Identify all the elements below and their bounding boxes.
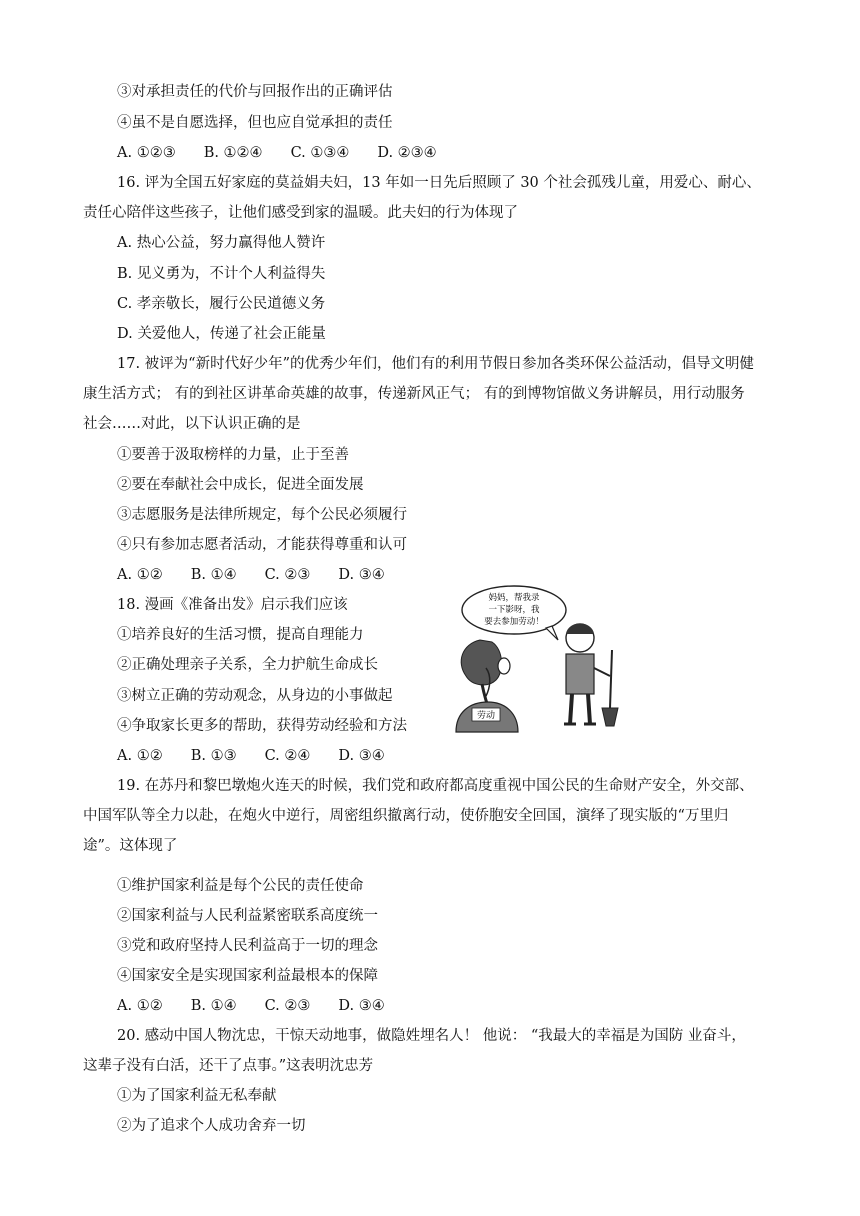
rock-label: 劳动 <box>476 711 496 721</box>
q17-options <box>117 565 413 585</box>
q19-item-2: ②国家利益与人民利益紧密联系高度统一 <box>117 908 378 924</box>
q18-item-3: ③树立正确的劳动观念，从身边的小事做起 <box>117 688 393 704</box>
q19-item-1: ①维护国家利益是每个公民的责任使命 <box>117 878 364 894</box>
q19-option-a[interactable]: A. ①② <box>117 998 163 1014</box>
speech-bubble-tail <box>546 626 558 640</box>
q15-option-a[interactable]: A. ①②③ <box>117 145 176 161</box>
q17-item-1: ①要善于汲取榜样的力量，止于至善 <box>117 447 349 463</box>
shovel-handle <box>610 650 612 708</box>
q17-stem-line-2: 康生活方式； 有的到社区讲革命英雄的故事，传递新风正气； 有的到博物馆做义务讲解员，用行动服务 <box>83 386 745 402</box>
q17-option-b[interactable]: B. ①④ <box>190 567 237 583</box>
shovel-blade <box>602 708 618 726</box>
q19-option-d[interactable]: D. ③④ <box>338 998 385 1014</box>
cartoon-illustration <box>452 584 630 734</box>
q18-option-b[interactable]: B. ①③ <box>190 748 237 764</box>
speech-line-2: 一下影呀，我 <box>488 605 540 615</box>
q15-item-3: ③对承担责任的代价与回报作出的正确评估 <box>117 84 393 100</box>
q19-stem-line-3: 途”。这体现了 <box>83 838 178 854</box>
speech-line-3: 要去参加劳动！ <box>484 617 544 627</box>
q15-option-d[interactable]: D. ②③④ <box>377 145 437 161</box>
boy-arm <box>594 668 610 676</box>
q17-stem-line-1: 17. 被评为“新时代好少年”的优秀少年们，他们有的利用节假日参加各类环保公益活动，倡导文明健 <box>117 356 754 372</box>
q16-choice-d[interactable]: D. 关爱他人，传递了社会正能量 <box>117 326 326 342</box>
q16-choice-a[interactable]: A. 热心公益，努力赢得他人赞许 <box>117 235 326 251</box>
q19-option-b[interactable]: B. ①④ <box>190 998 237 1014</box>
q17-option-c[interactable]: C. ②③ <box>264 567 311 583</box>
egg-icon <box>498 658 510 674</box>
q20-item-2: ②为了追求个人成功舍弃一切 <box>117 1118 306 1134</box>
q20-item-1: ①为了国家利益无私奉献 <box>117 1088 277 1104</box>
q19-stem-line-1: 19. 在苏丹和黎巴墩炮火连天的时候，我们党和政府都高度重视中国公民的生命财产安全，外交部、 <box>117 778 754 794</box>
q15-option-c[interactable]: C. ①③④ <box>290 145 350 161</box>
q19-item-3: ③党和政府坚持人民利益高于一切的理念 <box>117 938 378 954</box>
tree-canopy <box>461 640 501 685</box>
q19-item-4: ④国家安全是实现国家利益最根本的保障 <box>117 968 378 984</box>
q15-options <box>117 143 465 163</box>
q18-options <box>117 746 413 766</box>
q15-item-4: ④虽不是自愿选择，但也应自觉承担的责任 <box>117 115 393 131</box>
boy-body <box>566 654 594 694</box>
q19-options <box>117 996 413 1016</box>
q17-stem-line-3: 社会……对此，以下认识正确的是 <box>83 416 301 432</box>
q18-item-4: ④争取家长更多的帮助，获得劳动经验和方法 <box>117 718 407 734</box>
q17-item-3: ③志愿服务是法律所规定，每个公民必须履行 <box>117 507 407 523</box>
q17-option-a[interactable]: A. ①② <box>117 567 163 583</box>
q17-option-d[interactable]: D. ③④ <box>338 567 385 583</box>
q16-choice-b[interactable]: B. 见义勇为，不计个人利益得失 <box>117 266 326 282</box>
boy-hair <box>566 624 594 635</box>
q17-item-4: ④只有参加志愿者活动，才能获得尊重和认可 <box>117 537 407 553</box>
q20-stem-line-1: 20. 感动中国人物沈忠，干惊天动地事，做隐姓埋名人！ 他说： “我最大的幸福是为国防 业奋斗， <box>117 1028 746 1044</box>
q18-option-a[interactable]: A. ①② <box>117 748 163 764</box>
q18-stem: 18. 漫画《准备出发》启示我们应该 <box>117 597 348 613</box>
q18-option-d[interactable]: D. ③④ <box>338 748 385 764</box>
q16-stem-line-2: 责任心陪伴这些孩子，让他们感受到家的温暖。此夫妇的行为体现了 <box>83 205 518 221</box>
q18-option-c[interactable]: C. ②④ <box>264 748 311 764</box>
q20-stem-line-2: 这辈子没有白活，还干了点事。”这表明沈忠芳 <box>83 1058 374 1074</box>
q19-option-c[interactable]: C. ②③ <box>264 998 311 1014</box>
boy-legs <box>570 694 590 724</box>
q19-stem-line-2: 中国军队等全力以赴，在炮火中逆行，周密组织撤离行动，使侨胞安全回国，演绎了现实版的“万里归 <box>83 808 729 824</box>
q16-choice-c[interactable]: C. 孝亲敬长，履行公民道德义务 <box>117 296 326 312</box>
q17-item-2: ②要在奉献社会中成长，促进全面发展 <box>117 477 364 493</box>
q18-item-1: ①培养良好的生活习惯，提高自理能力 <box>117 627 364 643</box>
q15-option-b[interactable]: B. ①②④ <box>203 145 263 161</box>
q16-stem-line-1: 16. 评为全国五好家庭的莫益娟夫妇，13 年如一日先后照顾了 30 个社会孤残儿童，用爱心、耐心、 <box>117 175 761 191</box>
speech-line-1: 妈妈，帮我录 <box>488 593 540 603</box>
q18-item-2: ②正确处理亲子关系，全力护航生命成长 <box>117 657 378 673</box>
